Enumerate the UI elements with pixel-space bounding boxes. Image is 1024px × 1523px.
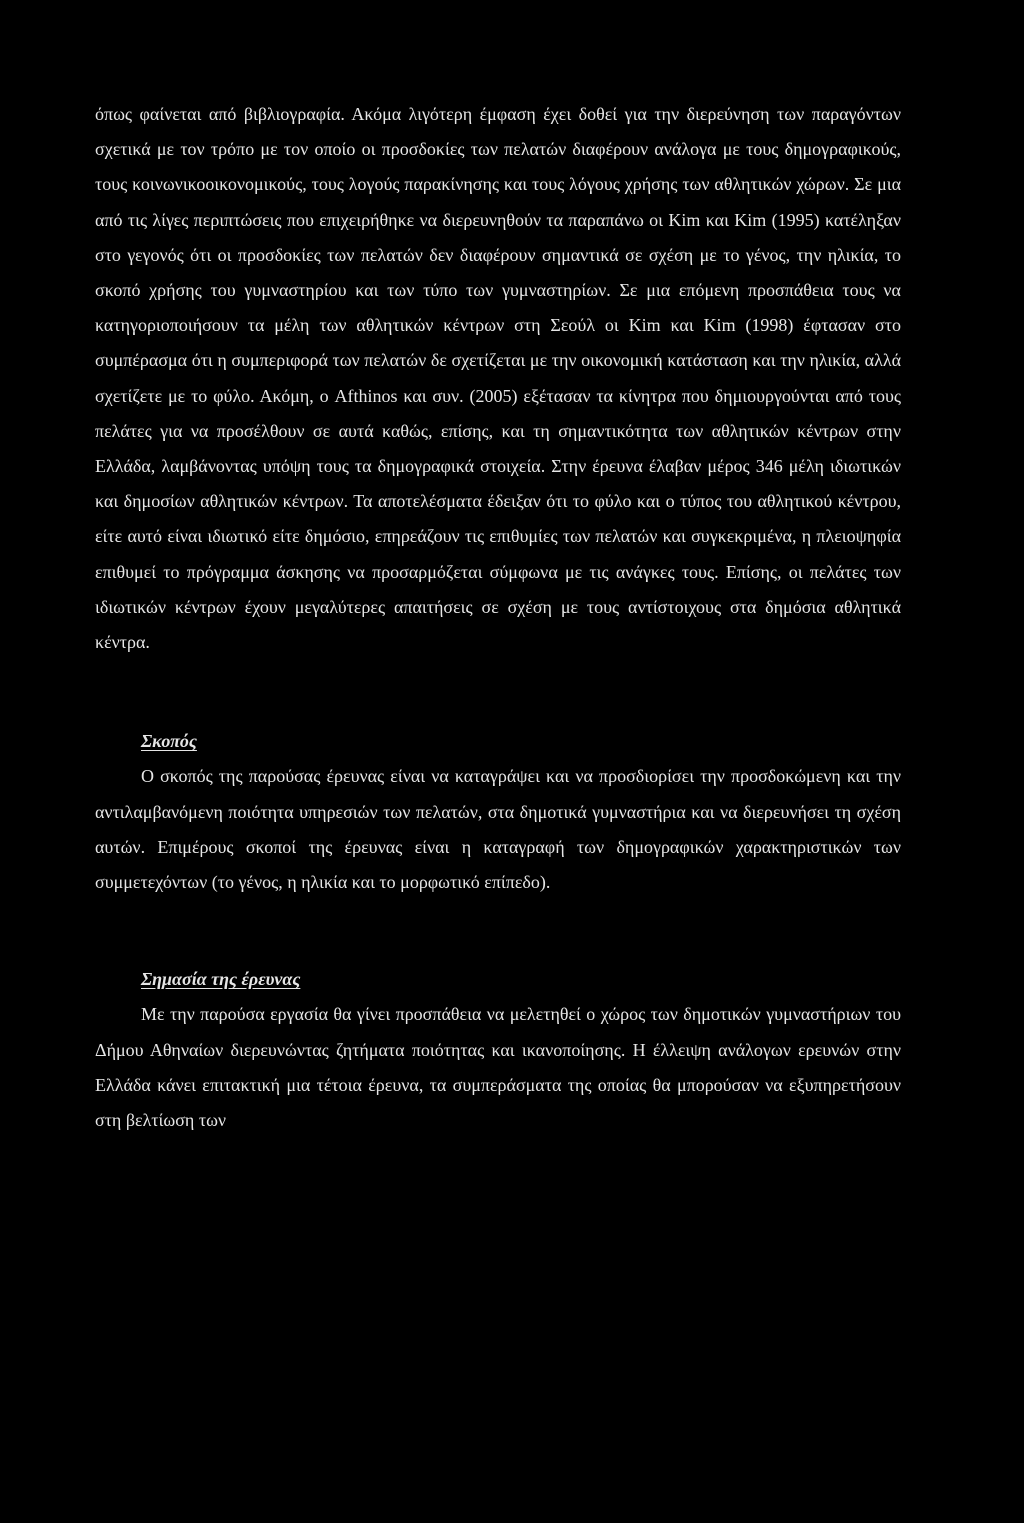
document-page xyxy=(95,97,901,1138)
significance-paragraph: Με την παρούσα εργασία θα γίνει προσπάθεια να μελετηθεί ο χώρος των δημοτικών γυμναστήριων του Δήμου Αθηναίων διερευνώντας ζητήματα ποιότητας και ικανοποίησης. Η έλλειψη ανάλογων ερευνών στην Ελλάδα κάνει επιτακτική μια τέτοια έρευνα, τα συμπεράσματα της οποίας θα μπορούσαν να εξυπηρετήσουν στη βελτίωση των xyxy=(95,1004,901,1131)
section-spacer xyxy=(95,660,901,724)
significance-heading: Σημασία της έρευνας xyxy=(141,969,301,990)
purpose-paragraph: Ο σκοπός της παρούσας έρευνας είναι να καταγράψει και να προσδιορίσει την προσδοκώμενη και την αντιλαμβανόμενη ποιότητα υπηρεσιών των πελατών, στα δημοτικά γυμναστήρια και να διερευνήσει τη σχέση αυτών. Επιμέρους σκοποί της έρευνας είναι η καταγραφή των δημογραφικών χαρακτηριστικών των συμμετεχόντων (το γένος, η ηλικία και το μορφωτικό επίπεδο). xyxy=(95,766,901,893)
intro-paragraph: όπως φαίνεται από βιβλιογραφία. Ακόμα λιγότερη έμφαση έχει δοθεί για την διερεύνηση των παραγόντων σχετικά με τον τρόπο με τον οποίο οι προσδοκίες των πελατών διαφέρουν ανάλογα με τους δημογραφικούς, τους κοινωνικοοικονομικούς, τους λογούς παρακίνησης και τους λόγους χρήσης των αθλητικών χώρων. Σε μια από τις λίγες περιπτώσεις που επιχειρήθηκε να διερευνηθούν τα παραπάνω οι Kim και Kim (1995) κατέληξαν στο γεγονός ότι οι προσδοκίες των πελατών δεν διαφέρουν σημαντικά σε σχέση με το γένος, την ηλικία, το σκοπό χρήσης του γυμναστηρίου και των τύπο των γυμναστηρίων. Σε μια επόμενη προσπάθεια τους να κατηγοριοποιήσουν τα μέλη των αθλητικών κέντρων στη Σεούλ οι Kim και Kim (1998) έφτασαν στο συμπέρασμα ότι η συμπεριφορά των πελατών δε σχετίζεται με την οικονομική κατάσταση και την ηλικία, αλλά σχετίζετε με το φύλο. Ακόμη, ο Afthinos και συν. (2005) εξέτασαν τα κίνητρα που δημιουργούνται από τους πελάτες για να προσέλθουν σε αυτά καθώς, επίσης, και τη σημαντικότητα των αθλητικών κέντρων στην Ελλάδα, λαμβάνοντας υπόψη τους τα δημογραφικά στοιχεία. Στην έρευνα έλαβαν μέρος 346 μέλη ιδιωτικών και δημοσίων αθλητικών κέντρων. Τα αποτελέσματα έδειξαν ότι το φύλο και ο τύπος του αθλητικού κέντρου, είτε αυτό είναι ιδιωτικό είτε δημόσιο, επηρεάζουν τις επιθυμίες των πελατών και συγκεκριμένα, η πλειοψηφία επιθυμεί το πρόγραμμα άσκησης να προσαρμόζεται σύμφωνα με τις ανάγκες τους. Επίσης, οι πελάτες των ιδιωτικών κέντρων έχουν μεγαλύτερες απαιτήσεις σε σχέση με τους αντίστοιχους στα δημόσια αθλητικά κέντρα. xyxy=(95,104,901,653)
section-spacer xyxy=(95,900,901,962)
purpose-heading: Σκοπός xyxy=(141,731,197,752)
